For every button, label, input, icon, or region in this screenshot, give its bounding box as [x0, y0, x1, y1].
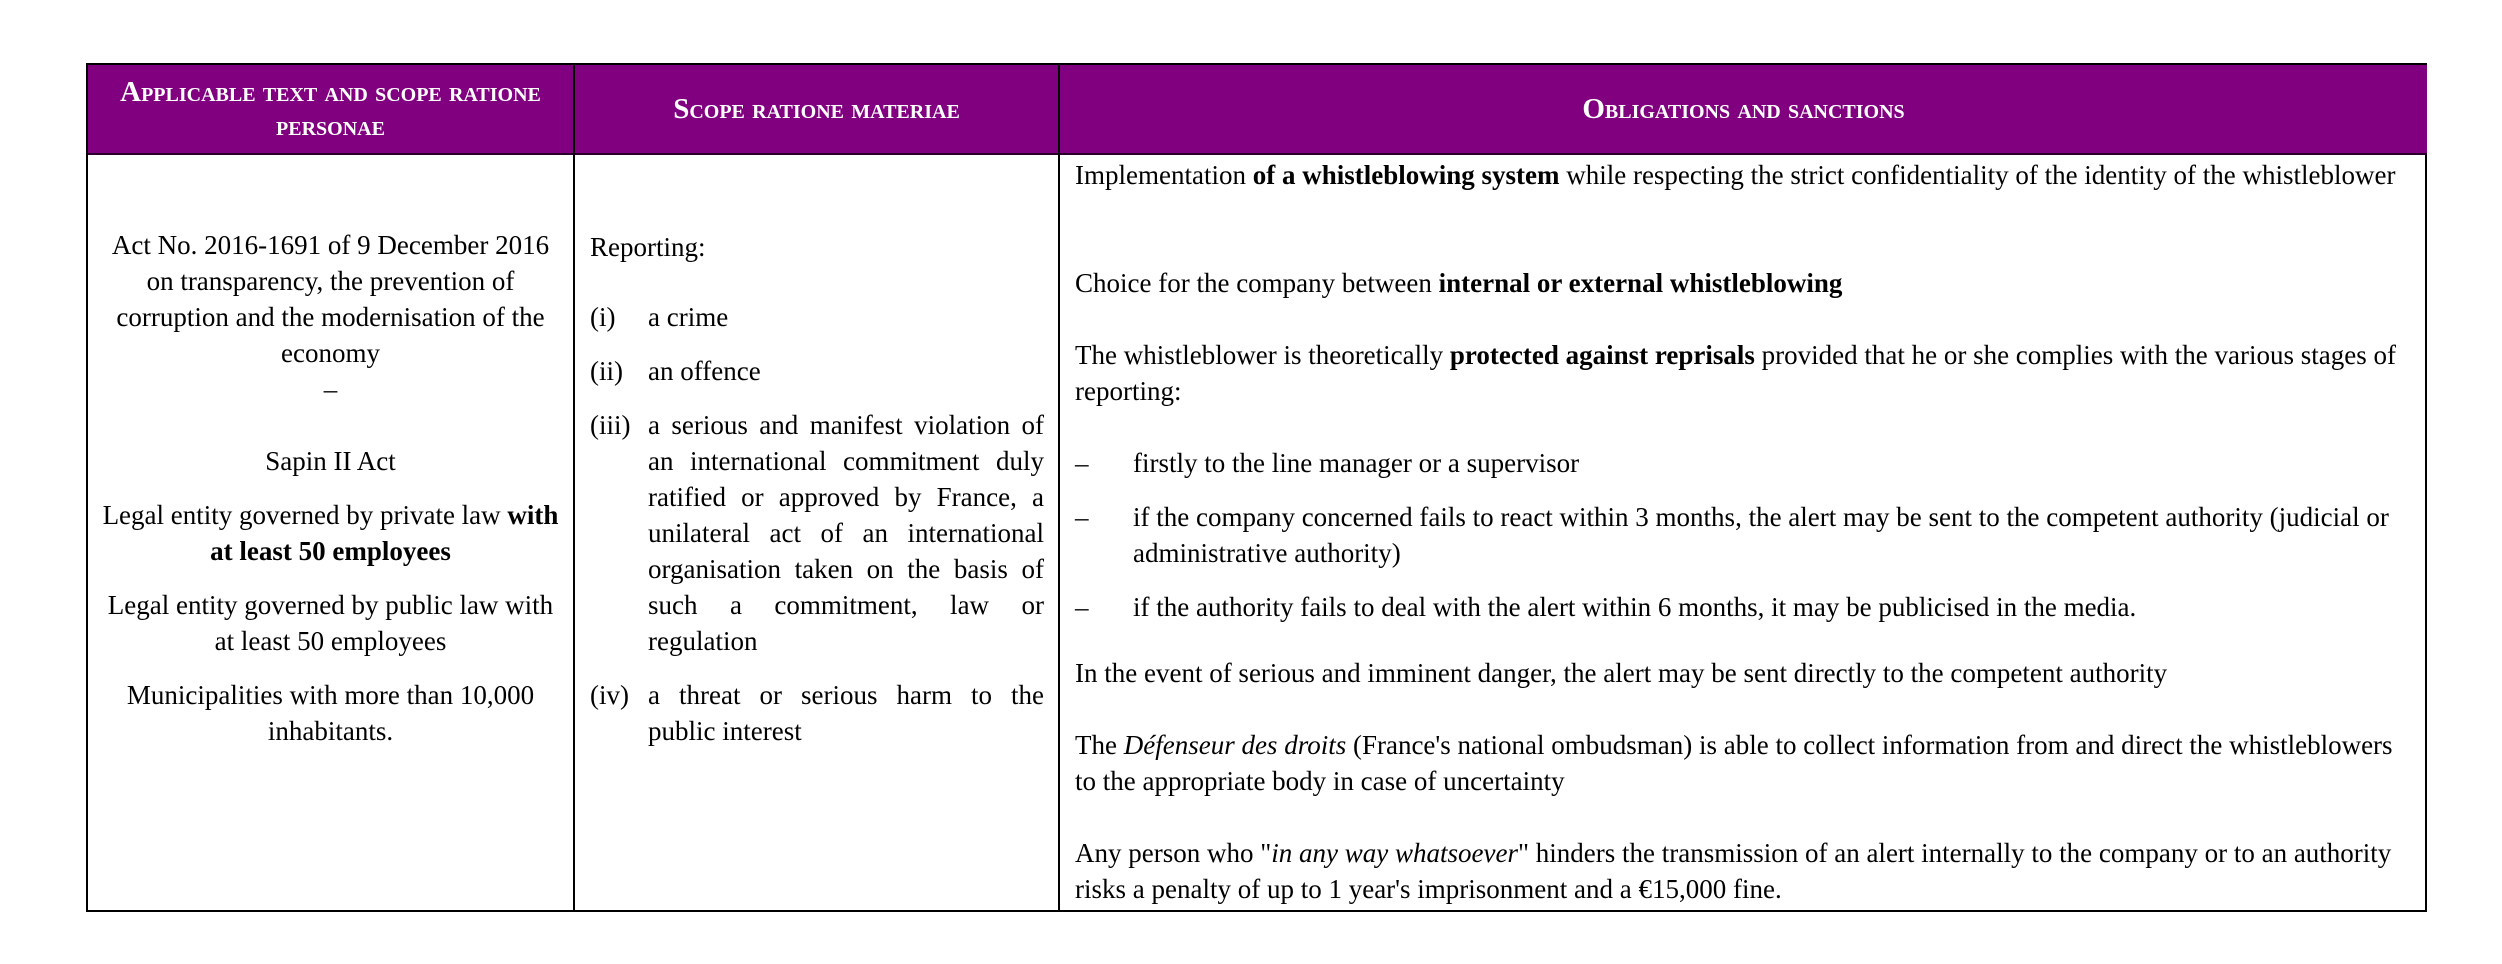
list-item	[590, 677, 1044, 749]
list-item	[1075, 499, 2413, 571]
obligation-protection	[1075, 337, 2413, 409]
obligation-choice	[1075, 265, 2413, 301]
act-short-name: Sapin II Act	[265, 446, 396, 476]
header-label: Scope ratione materiae	[673, 93, 960, 125]
header-label: Obligations and sanctions	[1582, 93, 1905, 125]
obligation-whistleblowing-system	[1075, 157, 2413, 193]
regulation-table	[86, 63, 2427, 912]
item-text: a serious and manifest violation of an international commitment duly ratified or approved by France, a unilateral act of an international organisation taken on the basis of such a commitment, law or regulation	[648, 410, 1044, 656]
cell-applicable-text	[88, 155, 573, 910]
item-number: (iv)	[590, 680, 629, 710]
list-item	[590, 299, 1044, 335]
header-scope-materiae	[573, 65, 1058, 155]
stage-text: if the authority fails to deal with the alert within 6 months, it may be publicised in the media.	[1133, 592, 2137, 622]
item-text: an offence	[648, 356, 761, 386]
dash-bullet: –	[1075, 502, 1089, 532]
list-item	[590, 353, 1044, 389]
emphasis-italic: Défenseur des droits	[1123, 730, 1347, 760]
private-entity-threshold: with at least 50 employees	[210, 500, 559, 566]
list-item	[1075, 445, 2413, 481]
text: Implementation	[1075, 160, 1253, 190]
sanction-penalty	[1075, 835, 2413, 907]
item-text: a crime	[648, 302, 729, 332]
header-obligations	[1058, 65, 2427, 155]
header-label: Applicable text and scope ratione personae	[120, 76, 541, 142]
obligation-ombudsman	[1075, 727, 2413, 799]
text: Any person who "	[1075, 838, 1272, 868]
emphasis: of a whistleblowing system	[1252, 160, 1560, 190]
public-entity-scope: Legal entity governed by public law with at least 50 employees	[107, 590, 554, 656]
obligation-imminent-danger: In the event of serious and imminent danger, the alert may be sent directly to the competent authority	[1075, 658, 2168, 688]
private-entity-text: Legal entity governed by private law	[102, 500, 501, 530]
private-entity-scope	[100, 497, 561, 569]
header-applicable-text	[88, 65, 573, 155]
text: Choice for the company between	[1075, 268, 1439, 298]
dash-bullet: –	[1075, 448, 1089, 478]
municipalities-scope: Municipalities with more than 10,000 inhabitants.	[126, 680, 535, 746]
stage-text: firstly to the line manager or a supervisor	[1133, 448, 1580, 478]
stage-text: if the company concerned fails to react within 3 months, the alert may be sent to the competent authority (judicial or administrative authority)	[1133, 502, 2389, 568]
text: while respecting the strict confidentiality of the identity of the whistleblower	[1559, 160, 2396, 190]
item-number: (i)	[590, 302, 616, 332]
emphasis: internal or external whistleblowing	[1438, 268, 1843, 298]
text: " hinders the transmission of an alert internally to the company or to an authority risks a penalty of up to 1 year's imprisonment and a €15,000 fine.	[1075, 838, 2392, 904]
text: (France's national ombudsman) is able to collect information from and direct the whistleblowers to the appropriate body in case of uncertainty	[1075, 730, 2393, 796]
item-text: a threat or serious harm to the public interest	[648, 680, 1044, 746]
list-item	[1075, 589, 2413, 625]
cell-scope-materiae	[573, 155, 1058, 910]
cell-obligations	[1058, 155, 2427, 910]
reporting-list	[590, 299, 1044, 749]
list-item	[590, 407, 1044, 659]
text: provided that he or she complies with the various stages of reporting:	[1075, 340, 2396, 406]
reporting-stages-list	[1075, 445, 2413, 625]
dash-bullet: –	[1075, 592, 1089, 622]
item-number: (ii)	[590, 356, 623, 386]
emphasis-italic: in any way whatsoever	[1271, 838, 1518, 868]
separator-dash: –	[323, 374, 338, 404]
text: The	[1075, 730, 1124, 760]
text: The whistleblower is theoretically	[1075, 340, 1450, 370]
reporting-intro: Reporting:	[590, 232, 706, 262]
emphasis: protected against reprisals	[1449, 340, 1755, 370]
act-title: Act No. 2016-1691 of 9 December 2016 on transparency, the prevention of corruption and the modernisation of the economy	[111, 230, 550, 368]
item-number: (iii)	[590, 410, 631, 440]
